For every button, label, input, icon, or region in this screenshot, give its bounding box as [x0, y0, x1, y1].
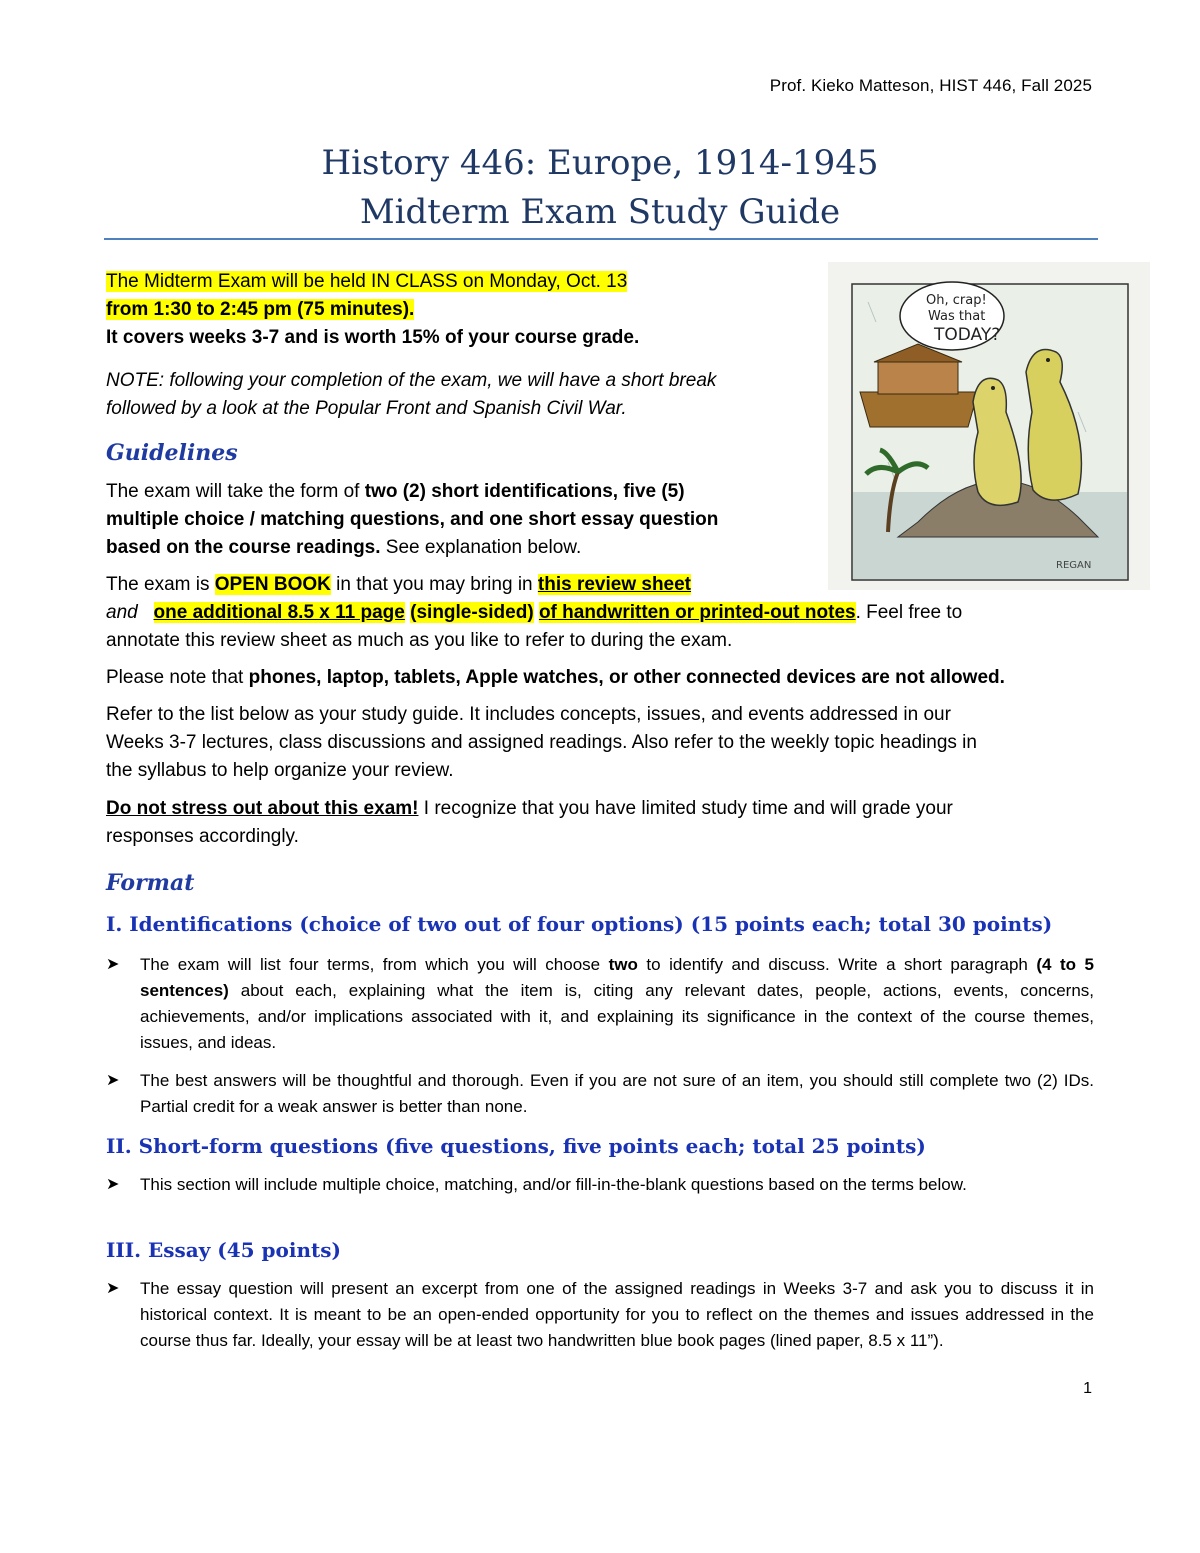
note-line-2: followed by a look at the Popular Front and Spanish Civil War.	[106, 398, 627, 419]
exam-date-line: The Midterm Exam will be held IN CLASS on Monday, Oct. 13	[106, 271, 628, 292]
speech-text-1: Oh, crap!	[926, 293, 987, 308]
section-short-form-heading: II. Short-form questions (five questions, five points each; total 25 points)	[106, 1134, 926, 1158]
guidelines-p1-line1: The exam will take the form of two (2) short identifications, five (5)	[106, 481, 685, 502]
section-identifications-heading: I. Identifications (choice of two out of four options) (15 points each; total 30 points)	[106, 912, 1053, 936]
devices-policy: Please note that phones, laptop, tablets, Apple watches, or other connected devices are not allowed.	[106, 667, 1005, 688]
open-book-line1: The exam is OPEN BOOK in that you may bring in this review sheet	[106, 574, 692, 595]
running-header: Prof. Kieko Matteson, HIST 446, Fall 2025	[769, 76, 1092, 95]
note-line-1: NOTE: following your completion of the exam, we will have a short break	[106, 370, 717, 391]
arrow-bullet-icon: ➤	[106, 956, 120, 973]
guidelines-p1-line2: multiple choice / matching questions, and one short essay question	[106, 509, 719, 530]
no-stress-line1: Do not stress out about this exam! I recognize that you have limited study time and will grade your	[106, 798, 953, 819]
section-essay-heading: III. Essay (45 points)	[106, 1238, 341, 1262]
study-guide-line2: Weeks 3-7 lectures, class discussions and assigned readings. Also refer to the weekly topic headings in	[106, 732, 977, 753]
speech-text-2: Was that	[928, 309, 986, 324]
arrow-bullet-icon: ➤	[106, 1072, 120, 1089]
guidelines-p1-line3: based on the course readings. See explanation below.	[106, 537, 582, 558]
identifications-bullet-2: ➤ The best answers will be thoughtful and thorough. Even if you are not sure of an item, you should still complete two (2) IDs. Partial credit for a weak answer is better than none.	[106, 1068, 1094, 1120]
open-book-line3: annotate this review sheet as much as you like to refer to during the exam.	[106, 630, 733, 651]
study-guide-line3: the syllabus to help organize your review.	[106, 760, 454, 781]
short-form-bullet-1: ➤ This section will include multiple choice, matching, and/or fill-in-the-blank questions based on the terms below.	[106, 1172, 1094, 1198]
speech-text-3: TODAY?	[934, 325, 1001, 345]
title-divider	[104, 238, 1098, 240]
arrow-bullet-icon: ➤	[106, 1176, 120, 1193]
essay-bullet-1: ➤ The essay question will present an excerpt from one of the assigned readings in Weeks 3-7 and ask you to discuss it in historical context. It is meant to be an open-ended opportunity for you to reflect on the themes and issues addressed in the course thus far. Ideally, your essay will be at least two handwritten blue book pages (lined paper, 8.5 x 11”).	[106, 1276, 1094, 1354]
open-book-line2: and one additional 8.5 x 11 page (single-sided) of handwritten or printed-out notes. Feel free to	[106, 602, 963, 623]
exam-coverage-line: It covers weeks 3-7 and is worth 15% of your course grade.	[106, 327, 640, 348]
cartoon-signature: REGAN	[1056, 560, 1092, 571]
exam-time-line: from 1:30 to 2:45 pm (75 minutes).	[106, 299, 415, 320]
identifications-bullet-1: ➤ The exam will list four terms, from which you will choose two to identify and discuss. Write a short paragraph (4 to 5 sentences) about each, explaining what the item is, citing any relevant dates, people, actions, events, concerns, achievements, and/or implications associated with it, and explaining its significance in the context of the course themes, issues, and ideas.	[106, 952, 1094, 1056]
study-guide-line1: Refer to the list below as your study guide. It includes concepts, issues, and events addressed in our	[106, 704, 951, 725]
format-heading: Format	[106, 870, 195, 896]
no-stress-line2: responses accordingly.	[106, 826, 299, 847]
page-number: 1	[1083, 1380, 1092, 1397]
arrow-bullet-icon: ➤	[106, 1280, 120, 1297]
guidelines-heading: Guidelines	[106, 440, 238, 466]
page-title: History 446: Europe, 1914-1945	[321, 143, 879, 183]
dinosaur-cartoon	[828, 262, 1150, 590]
page-subtitle: Midterm Exam Study Guide	[359, 192, 841, 232]
